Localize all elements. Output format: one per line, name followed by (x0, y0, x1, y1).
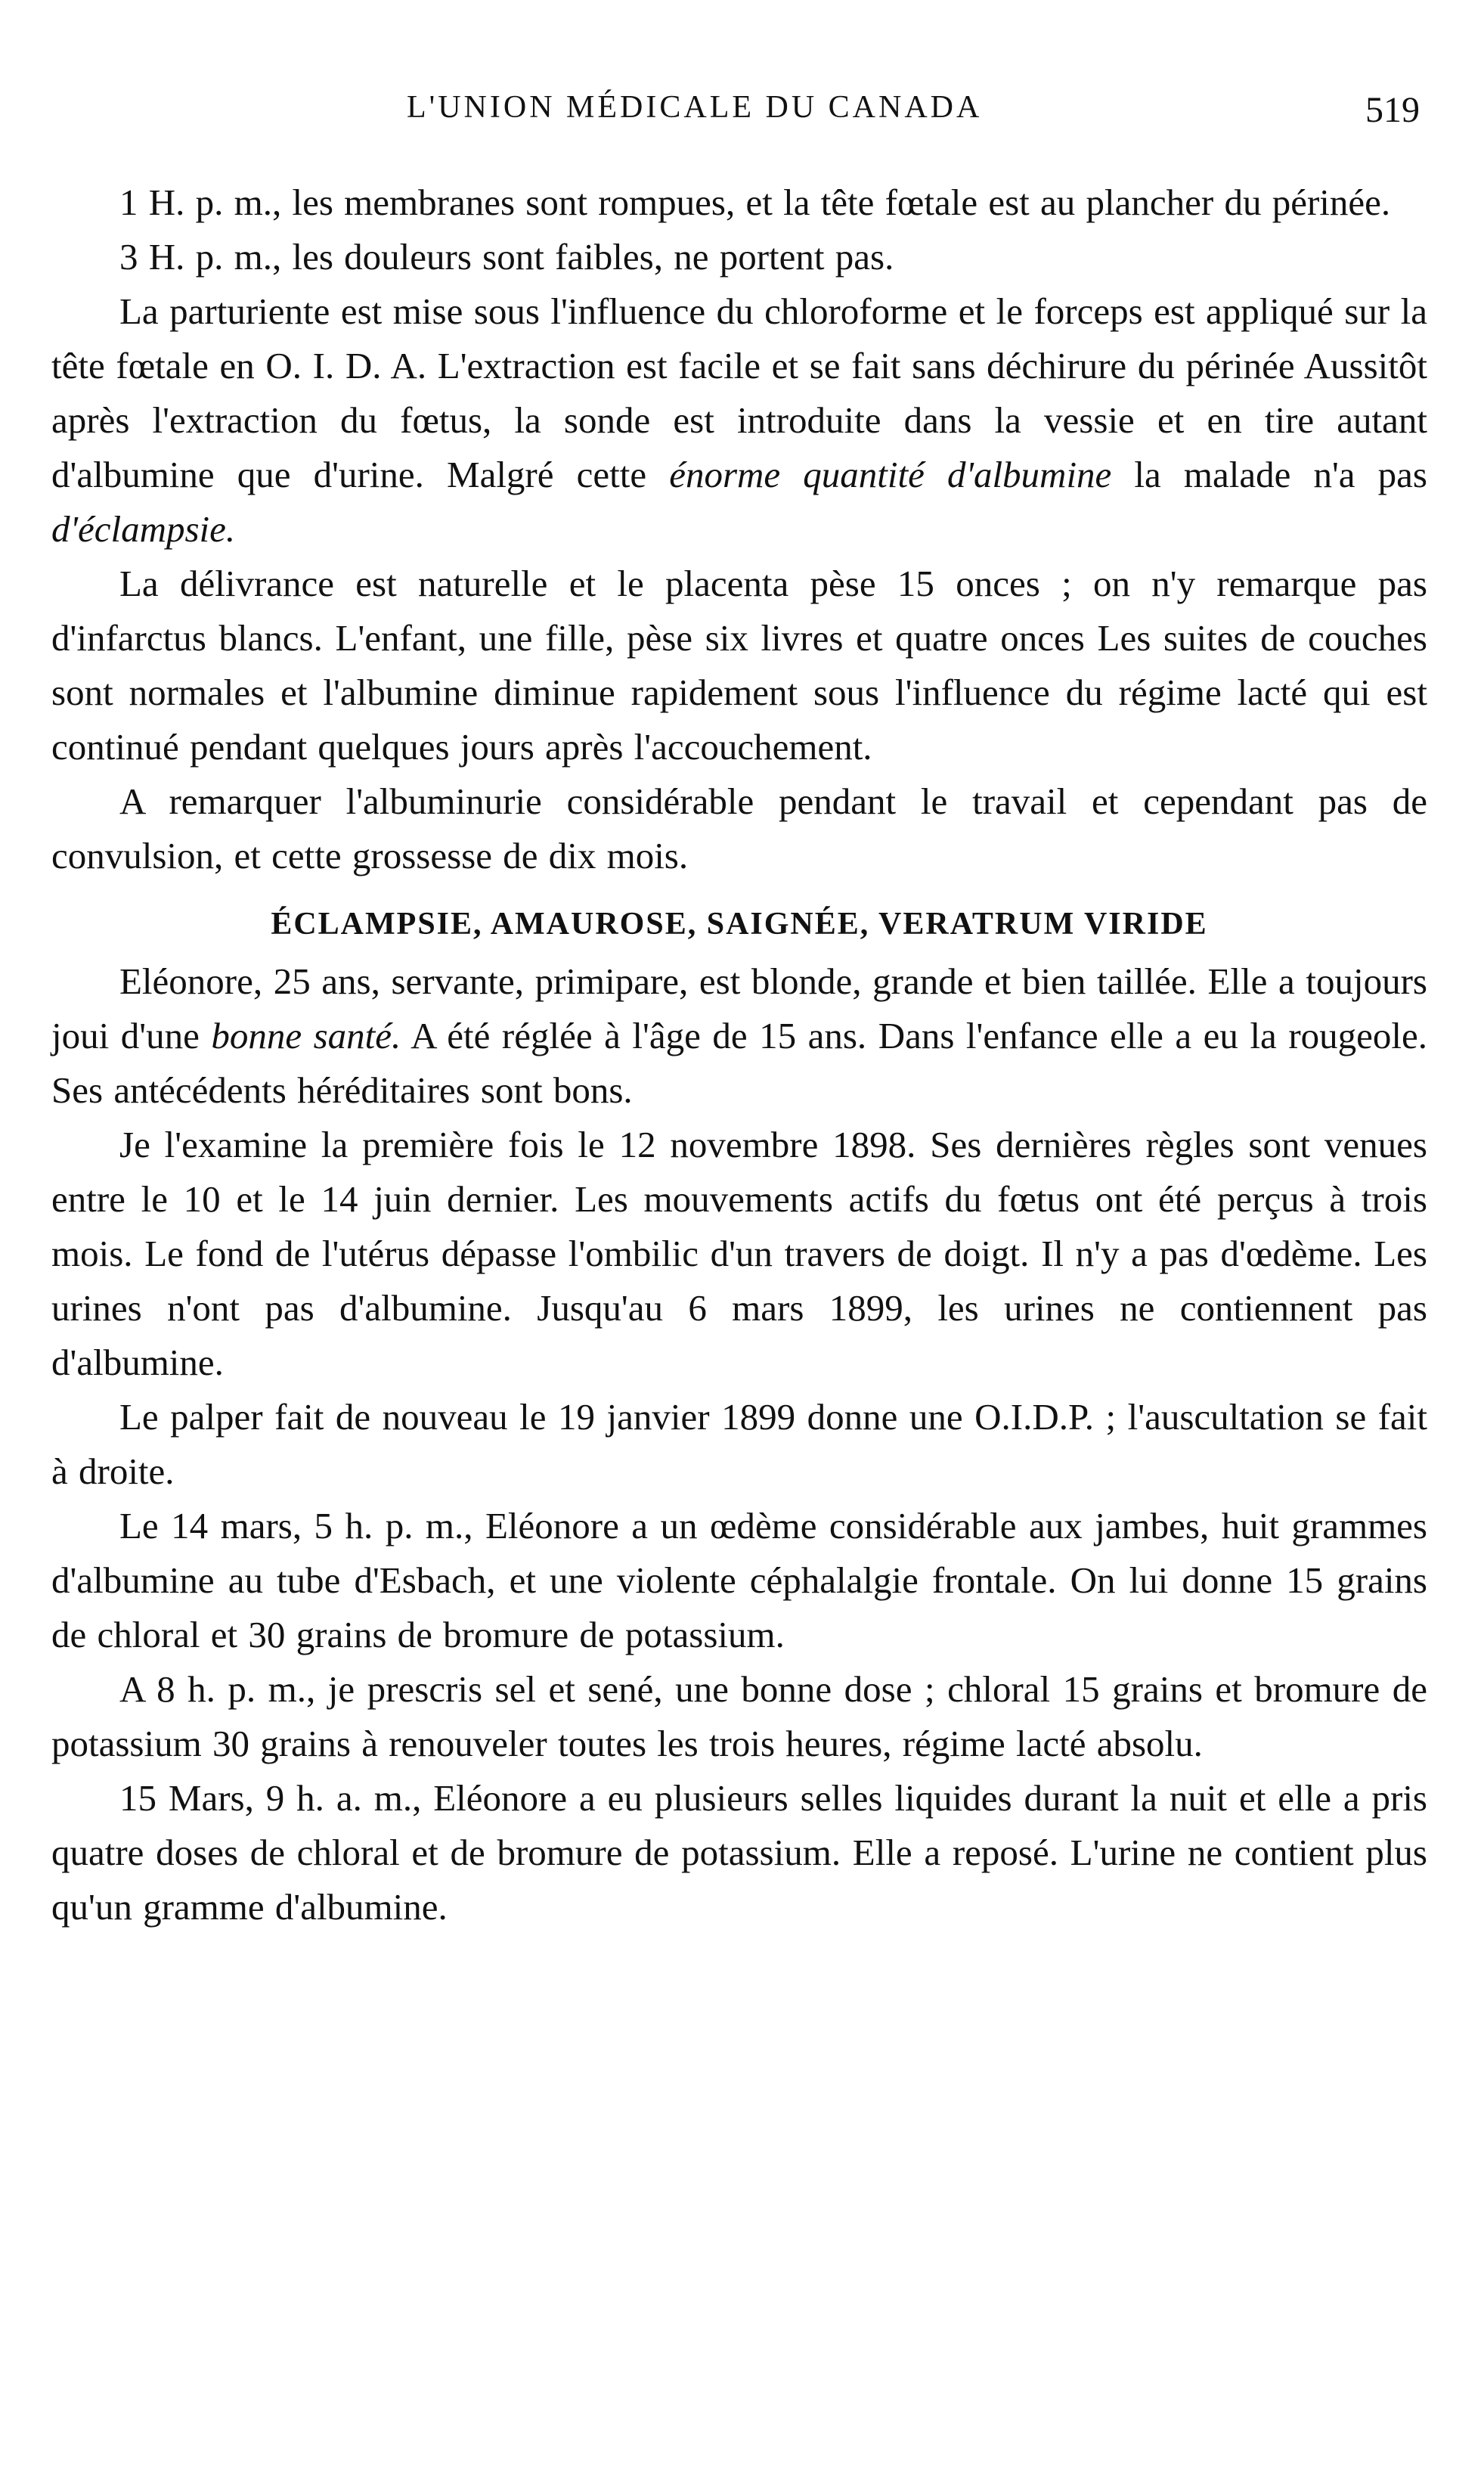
paragraph: La délivrance est naturelle et le placenta pèse 15 onces ; on n'y remarque pas d'infarctus blancs. L'enfant, une fille, pèse six livres et quatre onces Les suites de couches sont normales et l'albumine diminue rapidement sous l'influence du régime lacté qui est continué pendant quelques jours après l'accouchement. (51, 563, 1427, 768)
paragraph: 3 H. p. m., les douleurs sont faibles, ne portent pas. (119, 236, 894, 278)
italic-phrase: énorme quantité d'albumine (669, 454, 1112, 495)
paragraph: Le palper fait de nouveau le 19 janvier 1899 donne une O.I.D.P. ; l'auscultation se fait à droite. (51, 1396, 1427, 1492)
section-heading: ÉCLAMPSIE, AMAUROSE, SAIGNÉE, VERATRUM VIRIDE (271, 907, 1208, 942)
paragraph: Le 14 mars, 5 h. p. m., Eléonore a un œdème considérable aux jambes, huit grammes d'albumine au tube d'Esbach, et une violente céphalalgie frontale. On lui donne 15 grains de chloral et 30 grains de bromure de potassium. (51, 1505, 1427, 1655)
italic-phrase: bonne santé. (211, 1015, 401, 1056)
paragraph: A remarquer l'albuminurie considérable pendant le travail et cependant pas de convulsion, et cette grossesse de dix mois. (51, 780, 1427, 876)
paragraph-text: Eléonore, 25 ans, servante, primipare, est blonde, grande et bien taillée. Elle a toujours joui d'une (51, 960, 1427, 1056)
paragraph (51, 284, 1427, 557)
paragraph: Je l'examine la première fois le 12 novembre 1898. Ses dernières règles sont venues entre le 10 et le 14 juin dernier. Les mouvements actifs du fœtus ont été perçus à trois mois. Le fond de l'utérus dépasse l'ombilic d'un travers de doigt. Il n'y a pas d'œdème. Les urines n'ont pas d'albumine. Jusqu'au 6 mars 1899, les urines ne contiennent pas d'albumine. (51, 1124, 1427, 1383)
paragraph: 15 Mars, 9 h. a. m., Eléonore a eu plusieurs selles liquides durant la nuit et elle a pris quatre doses de chloral et de bromure de potassium. Elle a reposé. L'urine ne contient plus qu'un gramme d'albumine. (51, 1777, 1427, 1928)
paragraph-text: La parturiente est mise sous l'influence du chloroforme et le forceps est appliqué sur la tête fœtale en O. I. D. A. L'extraction est facile et se fait sans déchirure du périnée Aussitôt après l'extraction du fœtus, la sonde est introduite dans la vessie et en tire autant d'albumine que d'urine. Malgré cette (51, 290, 1427, 495)
paragraph: A 8 h. p. m., je prescris sel et sené, une bonne dose ; chloral 15 grains et bromure de potassium 30 grains à renouveler toutes les trois heures, régime lacté absolu. (51, 1668, 1427, 1764)
paragraph: 1 H. p. m., les membranes sont rompues, et la tête fœtale est au plancher du périnée. (119, 181, 1391, 223)
paragraph-text: A été réglée à l'âge de 15 ans. Dans l'enfance elle a eu la rougeole. Ses antécédents héréditaires sont bons. (51, 1015, 1427, 1111)
document-page (51, 0, 1427, 2488)
running-title: L'UNION MÉDICALE DU CANADA (407, 90, 983, 125)
body-text (51, 175, 1427, 1934)
running-head (51, 89, 1427, 135)
paragraph-text: la malade n'a pas (1111, 454, 1427, 495)
paragraph (51, 954, 1427, 1118)
page-number: 519 (1365, 90, 1420, 130)
italic-phrase: d'éclampsie. (51, 508, 236, 550)
